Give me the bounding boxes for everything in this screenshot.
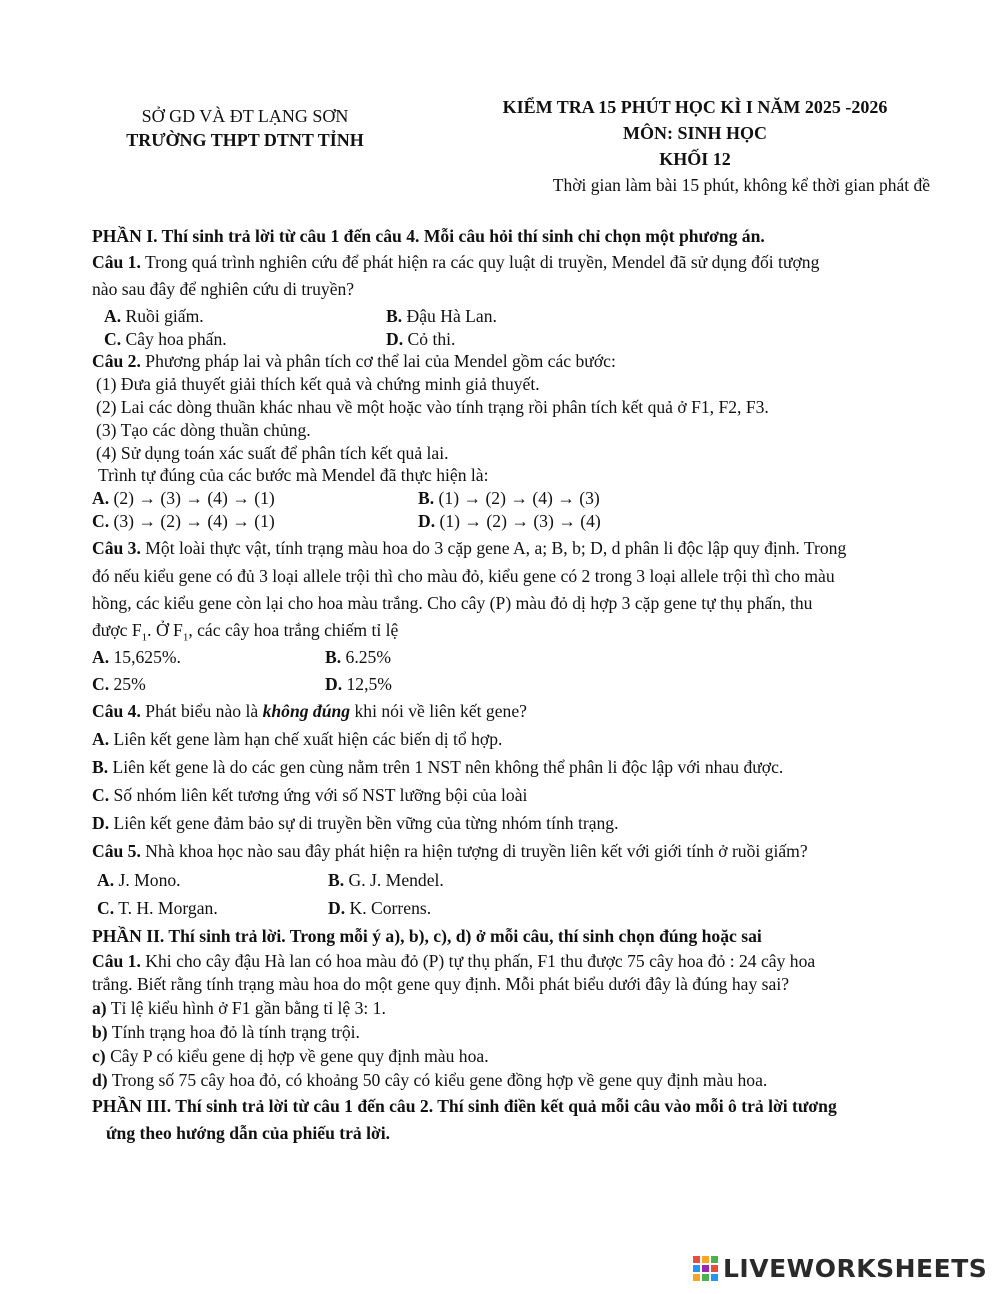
q1-line1 xyxy=(92,252,819,273)
p2q1-c-text: Cây P có kiểu gene dị hợp về gene quy định màu hoa. xyxy=(105,1046,489,1066)
q3-c-label: C. xyxy=(92,674,110,694)
q5-b-label: B. xyxy=(328,870,345,890)
q2-option-d[interactable] xyxy=(418,511,601,532)
q4-c-label: C. xyxy=(92,785,110,805)
p2q1-text1: Khi cho cây đậu Hà lan có hoa màu đỏ (P) tự thụ phấn, F1 thu được 75 cây hoa đỏ : 24 cây hoa xyxy=(140,951,816,971)
part1-title: PHẦN I. Thí sinh trả lời từ câu 1 đến câu 4. Mỗi câu hỏi thí sinh chỉ chọn một phương án. xyxy=(92,226,765,246)
q1-a-text: Ruồi giấm. xyxy=(121,306,204,326)
department-name: SỞ GD VÀ ĐT LẠNG SƠN xyxy=(141,106,349,126)
q3-text2: đó nếu kiểu gene có đủ 3 loại allele trội thì cho màu đỏ, kiểu gene có 2 trong 3 loại allele trội thì cho màu xyxy=(92,566,835,586)
q5-line1 xyxy=(92,841,808,862)
p2q1-d-text: Trong số 75 cây hoa đỏ, có khoảng 50 cây có kiểu gene đồng hợp về gene quy định màu hoa. xyxy=(107,1070,768,1090)
q5-option-c[interactable] xyxy=(97,898,218,919)
p2q1-label: Câu 1. xyxy=(92,951,141,971)
q5-b-text: G. J. Mendel. xyxy=(344,870,444,890)
q3-a-text: 15,625%. xyxy=(109,647,181,667)
q4-b-text: Liên kết gene là do các gen cùng nằm trên 1 NST nên không thể phân li độc lập với nhau được. xyxy=(108,757,784,777)
q3-b-text: 6.25% xyxy=(341,647,391,667)
q3-sub1: 1 xyxy=(141,631,148,644)
q2-step1: (1) Đưa giả thuyết giải thích kết quả và chứng minh giả thuyết. xyxy=(96,374,540,394)
q3-text4c: , các cây hoa trắng chiếm tỉ lệ xyxy=(188,620,399,640)
q2-text: Phương pháp lai và phân tích cơ thể lai của Mendel gồm các bước: xyxy=(140,351,616,371)
q3-d-label: D. xyxy=(325,674,343,694)
q5-c-text: T. H. Morgan. xyxy=(114,898,218,918)
q1-option-d[interactable] xyxy=(386,329,455,350)
q3-option-c[interactable] xyxy=(92,674,146,695)
q2-ask: Trình tự đúng của các bước mà Mendel đã thực hiện là: xyxy=(98,465,489,485)
liveworksheets-logo xyxy=(693,1254,993,1284)
q1-a-label: A. xyxy=(104,306,122,326)
q2-c-text: (3) → (2) → (4) → (1) xyxy=(109,511,275,531)
q1-b-label: B. xyxy=(386,306,403,326)
liveworksheets-logo-text: LIVEWORKSHEETS xyxy=(723,1254,988,1283)
q2-option-b[interactable] xyxy=(418,488,600,509)
q2-b-text: (1) → (2) → (4) → (3) xyxy=(434,488,600,508)
q4-option-c[interactable] xyxy=(92,785,527,806)
q1-option-b[interactable] xyxy=(386,306,497,327)
q5-c-label: C. xyxy=(97,898,115,918)
q1-c-text: Cây hoa phấn. xyxy=(121,329,227,349)
q2-line1 xyxy=(92,351,616,372)
exam-title: KIỂM TRA 15 PHÚT HỌC KÌ I NĂM 2025 -2026 xyxy=(502,97,888,117)
q3-line4 xyxy=(92,620,398,644)
part3-title-line1: PHẦN III. Thí sinh trả lời từ câu 1 đến câu 2. Thí sinh điền kết quả mỗi câu vào mỗi ô trả lời tương xyxy=(92,1096,837,1116)
q4-text-pre: Phát biểu nào là xyxy=(140,701,263,721)
q2-option-a[interactable] xyxy=(92,488,275,509)
q4-d-label: D. xyxy=(92,813,110,833)
q4-a-text: Liên kết gene làm hạn chế xuất hiện các biến dị tổ hợp. xyxy=(109,729,503,749)
q4-b-label: B. xyxy=(92,757,109,777)
p2q1-a-text: Tỉ lệ kiểu hình ở F1 gần bằng tỉ lệ 3: 1. xyxy=(106,998,386,1018)
q1-c-label: C. xyxy=(104,329,122,349)
p2q1-d-label: d) xyxy=(92,1070,108,1090)
q3-text4b: . Ở F xyxy=(147,620,183,640)
q3-d-text: 12,5% xyxy=(342,674,392,694)
q1-text1: Trong quá trình nghiên cứu để phát hiện ra các quy luật di truyền, Mendel đã sử dụng đối tượng xyxy=(140,252,820,272)
q3-option-a[interactable] xyxy=(92,647,181,668)
q1-text2: nào sau đây để nghiên cứu di truyền? xyxy=(92,279,355,299)
q4-d-text: Liên kết gene đảm bảo sự di truyền bền vững của từng nhóm tính trạng. xyxy=(109,813,619,833)
p2q1-a-label: a) xyxy=(92,998,107,1018)
q5-text: Nhà khoa học nào sau đây phát hiện ra hiện tượng di truyền liên kết với giới tính ở ruồi giấm? xyxy=(140,841,808,861)
q2-c-label: C. xyxy=(92,511,110,531)
time-note: Thời gian làm bài 15 phút, không kể thời gian phát đề xyxy=(552,175,930,195)
q2-step3: (3) Tạo các dòng thuần chủng. xyxy=(96,420,311,440)
q3-sub2: 1 xyxy=(182,631,189,644)
q3-c-text: 25% xyxy=(109,674,146,694)
q5-option-a[interactable] xyxy=(97,870,181,891)
q5-option-d[interactable] xyxy=(328,898,431,919)
q3-text3: hồng, các kiểu gene còn lại cho hoa màu trắng. Cho cây (P) màu đỏ dị hợp 3 cặp gene tự thụ phấn, thu xyxy=(92,593,813,613)
q4-a-label: A. xyxy=(92,729,110,749)
q4-c-text: Số nhóm liên kết tương ứng với số NST lưỡng bội của loài xyxy=(109,785,528,805)
q1-label: Câu 1. xyxy=(92,252,141,272)
liveworksheets-logo-icon xyxy=(693,1256,719,1282)
q5-a-label: A. xyxy=(97,870,115,890)
q2-option-c[interactable] xyxy=(92,511,275,532)
part2-title: PHẦN II. Thí sinh trả lời. Trong mỗi ý a), b), c), d) ở mỗi câu, thí sinh chọn đúng hoặc sai xyxy=(92,926,762,946)
p2q1-line1 xyxy=(92,951,815,972)
q3-option-b[interactable] xyxy=(325,647,391,668)
p2q1-statement-d[interactable] xyxy=(92,1070,767,1091)
q1-d-label: D. xyxy=(386,329,404,349)
school-name: TRƯỜNG THPT DTNT TỈNH xyxy=(126,130,364,150)
q5-d-text: K. Correns. xyxy=(345,898,432,918)
q5-a-text: J. Mono. xyxy=(114,870,181,890)
q4-label: Câu 4. xyxy=(92,701,141,721)
q3-text1: Một loài thực vật, tính trạng màu hoa do 3 cặp gene A, a; B, b; D, d phân li độc lập quy định. Trong xyxy=(140,538,847,558)
p2q1-c-label: c) xyxy=(92,1046,106,1066)
q1-option-c[interactable] xyxy=(104,329,227,350)
p2q1-b-label: b) xyxy=(92,1022,108,1042)
p2q1-statement-c[interactable] xyxy=(92,1046,489,1067)
q3-text4a: được F xyxy=(92,620,142,640)
q1-d-text: Cỏ thi. xyxy=(403,329,456,349)
q5-label: Câu 5. xyxy=(92,841,141,861)
q2-d-text: (1) → (2) → (3) → (4) xyxy=(435,511,601,531)
q1-b-text: Đậu Hà Lan. xyxy=(402,306,497,326)
grade-title: KHỐI 12 xyxy=(659,149,731,169)
q4-emphasis: không đúng xyxy=(262,701,351,721)
q2-a-text: (2) → (3) → (4) → (1) xyxy=(109,488,275,508)
q5-d-label: D. xyxy=(328,898,346,918)
p2q1-text2: trắng. Biết rằng tính trạng màu hoa do một gene quy định. Mỗi phát biểu dưới đây là đúng hay sai? xyxy=(92,974,790,994)
q4-option-a[interactable] xyxy=(92,729,502,750)
q2-label: Câu 2. xyxy=(92,351,141,371)
p2q1-statement-b[interactable] xyxy=(92,1022,360,1043)
q4-option-d[interactable] xyxy=(92,813,619,834)
q3-line1 xyxy=(92,538,846,559)
subject-title: MÔN: SINH HỌC xyxy=(623,123,767,143)
q4-text-post: khi nói về liên kết gene? xyxy=(350,701,527,721)
q3-label: Câu 3. xyxy=(92,538,141,558)
q2-step4: (4) Sử dụng toán xác suất để phân tích kết quả lai. xyxy=(96,443,449,463)
q1-option-a[interactable] xyxy=(104,306,204,327)
q3-a-label: A. xyxy=(92,647,110,667)
p2q1-b-text: Tính trạng hoa đỏ là tính trạng trội. xyxy=(107,1022,360,1042)
q4-line1 xyxy=(92,701,527,722)
header-left xyxy=(40,104,450,152)
q3-option-d[interactable] xyxy=(325,674,392,695)
header-right xyxy=(460,94,930,198)
q2-d-label: D. xyxy=(418,511,436,531)
q2-step2: (2) Lai các dòng thuần khác nhau về một hoặc vào tính trạng rồi phân tích kết quả ở F1, F2, F3. xyxy=(96,397,769,417)
q5-option-b[interactable] xyxy=(328,870,444,891)
p2q1-statement-a[interactable] xyxy=(92,998,386,1019)
q3-b-label: B. xyxy=(325,647,342,667)
part3-title-line2: ứng theo hướng dẫn của phiếu trả lời. xyxy=(106,1123,391,1143)
q2-b-label: B. xyxy=(418,488,435,508)
q2-a-label: A. xyxy=(92,488,110,508)
q4-option-b[interactable] xyxy=(92,757,783,778)
